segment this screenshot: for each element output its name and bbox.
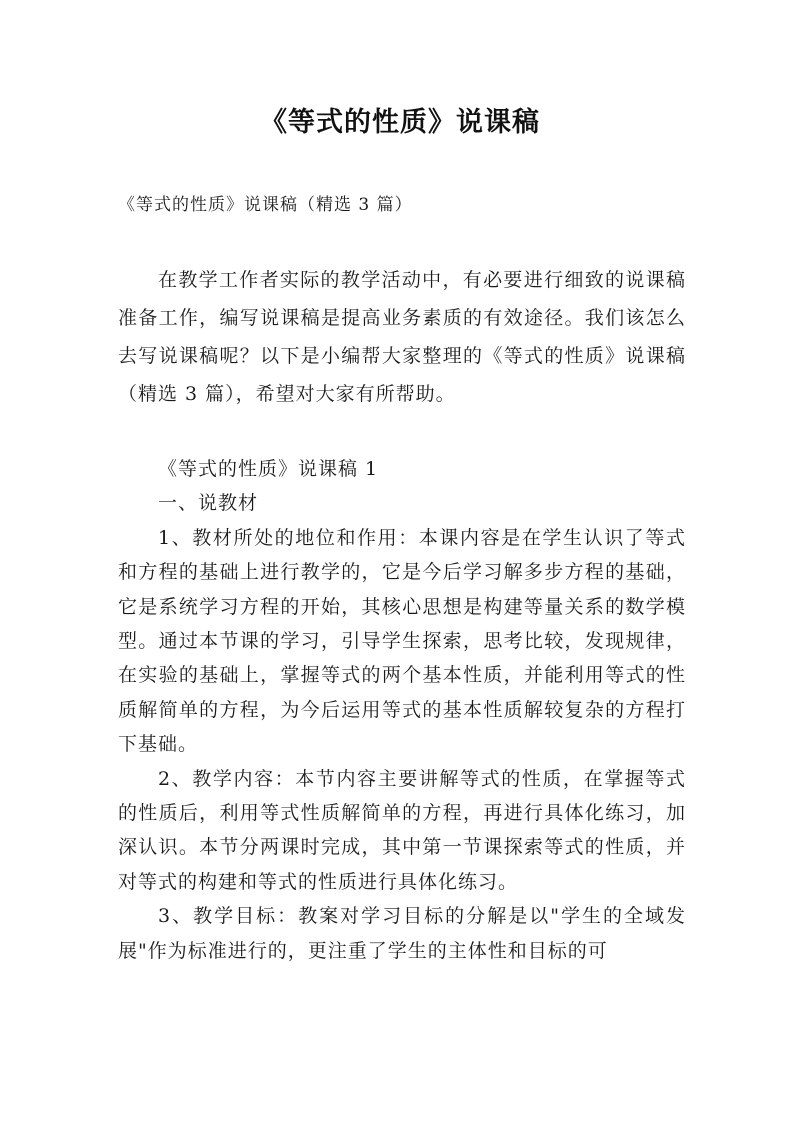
document-title: 《等式的性质》说课稿 [260, 107, 540, 138]
document-body [118, 452, 686, 968]
body-paragraph-1: 1、教材所处的地位和作用：本课内容是在学生认识了等式和方程的基础上进行教学的，它是今后学习解多步方程的基础，它是系统学习方程的开始，其核心思想是构建等量关系的数学模型。通过本节课的学习，引导学生探索，思考比较，发现规律，在实验的基础上，掌握等式的两个基本性质，并能利用等式的性质解简单的方程，为今后运用等式的基本性质解较复杂的方程打下基础。 [118, 526, 686, 756]
body-paragraph-2: 2、教学内容：本节内容主要讲解等式的性质，在掌握等式的性质后，利用等式性质解简单的方程，再进行具体化练习，加深认识。本节分两课时完成，其中第一节课探索等式的性质，并对等式的构建和等式的性质进行具体化练习。 [118, 767, 686, 893]
section-title: 《等式的性质》说课稿 1 [158, 458, 379, 480]
document-subtitle: 《等式的性质》说课稿（精选 3 篇） [118, 195, 413, 215]
intro-paragraph: 在教学工作者实际的教学活动中，有必要进行细致的说课稿准备工作，编写说课稿是提高业务素质的有效途径。我们该怎么去写说课稿呢？以下是小编帮大家整理的《等式的性质》说课稿（精选 3 篇），希望对大家有所帮助。 [118, 269, 686, 405]
part-heading: 一、说教材 [158, 492, 259, 515]
body-paragraph-3: 3、教学目标：教案对学习目标的分解是以"学生的全域发展"作为标准进行的，更注重了学生的主体性和目标的可 [118, 905, 686, 962]
